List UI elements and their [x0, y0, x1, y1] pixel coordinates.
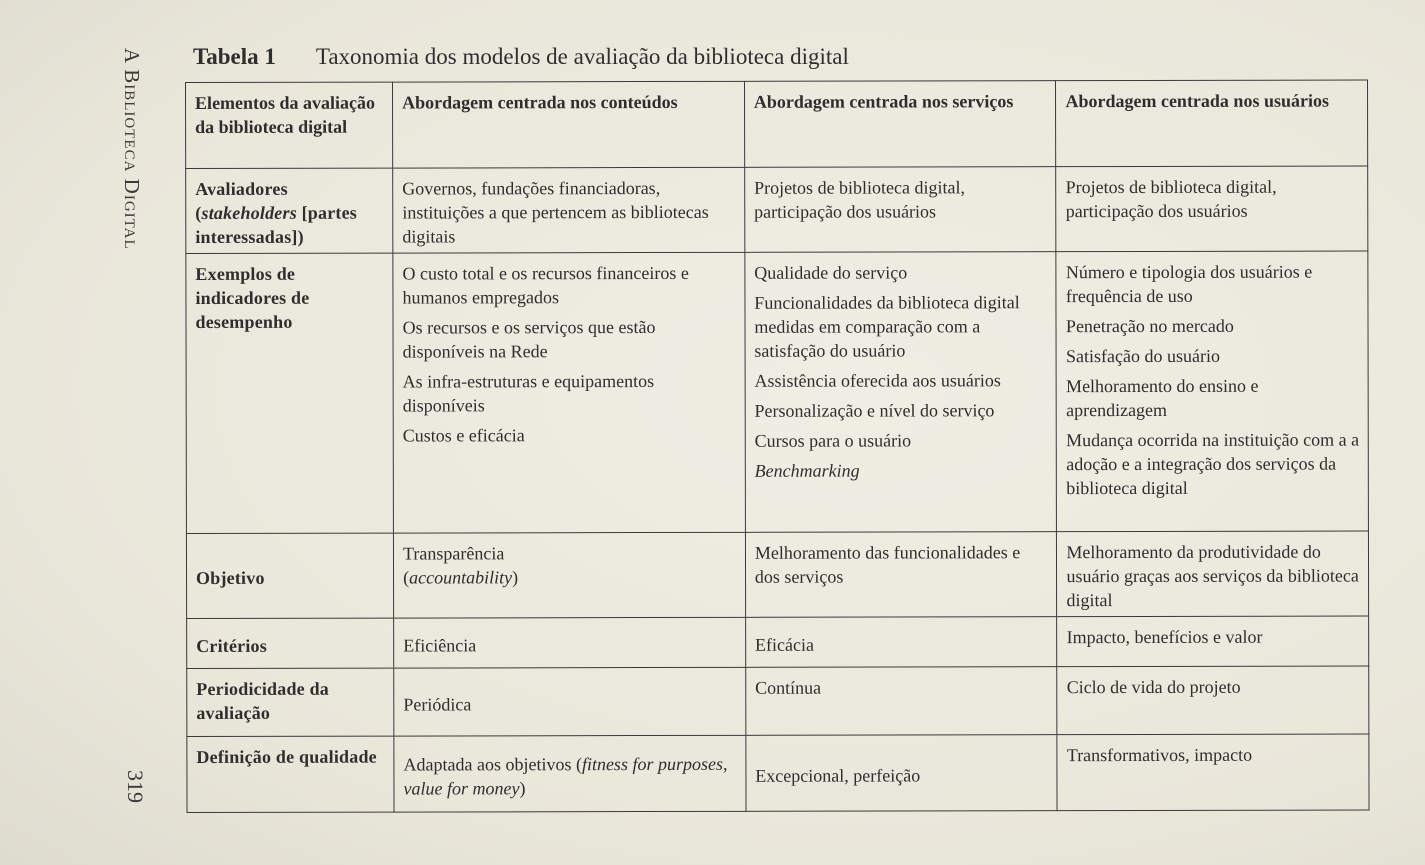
- qualidade-conteudos-main: Adaptada aos objetivos (: [403, 753, 582, 775]
- table-label: Tabela 1: [193, 44, 276, 69]
- objetivo-conteudos-italic: accountability: [409, 567, 513, 588]
- list-item: Funcionalidades da biblioteca digital medidas em comparação com a satisfação do usuário: [754, 292, 1020, 361]
- header-usuarios: Abordagem centrada nos usuários: [1056, 80, 1368, 167]
- avaliadores-label-rest: [partes interessadas]): [195, 202, 357, 247]
- table-row-periodicidade: [187, 666, 1369, 736]
- row-label-criterios: Critérios: [187, 618, 394, 668]
- cell-objetivo-usuarios: Melhoramento da produtividade do usuário graças aos serviços da biblioteca digital: [1057, 531, 1369, 617]
- list-item: Qualidade do serviço: [754, 262, 908, 283]
- list-item: Custos e eficácia: [402, 425, 525, 446]
- cell-periodicidade-usuarios: Ciclo de vida do projeto: [1057, 666, 1369, 735]
- list-item: Os recursos e os serviços que estão disponíveis na Rede: [402, 317, 656, 362]
- list-item: Penetração no mercado: [1065, 315, 1234, 337]
- row-label-avaliadores: [186, 168, 393, 253]
- cell-periodicidade-conteudos: Periódica: [394, 667, 746, 736]
- cell-criterios-usuarios: Impacto, benefícios e valor: [1057, 616, 1369, 667]
- taxonomy-table: [185, 80, 1370, 813]
- header-conteudos: Abordagem centrada nos conteúdos: [393, 81, 745, 168]
- cell-indicadores-usuarios: [1056, 251, 1368, 532]
- avaliadores-label-open: (: [195, 202, 202, 223]
- table-caption: [193, 44, 849, 70]
- avaliadores-label-italic: stakeholders: [201, 202, 297, 223]
- table-title: Taxonomia dos modelos de avaliação da biblioteca digital: [315, 44, 849, 69]
- row-label-indicadores: Exemplos de indicadores de desempenho: [186, 253, 394, 533]
- cell-avaliadores-servicos: Projetos de biblioteca digital, participação dos usuários: [745, 167, 1057, 253]
- avaliadores-label-main: Avaliadores: [195, 178, 288, 199]
- list-item: Cursos para o usuário: [754, 430, 912, 451]
- header-servicos: Abordagem centrada nos serviços: [744, 81, 1056, 168]
- cell-avaliadores-usuarios: Projetos de biblioteca digital, participação dos usuários: [1056, 166, 1368, 252]
- page-number: [122, 770, 152, 820]
- page-number-text: 319: [123, 770, 148, 803]
- cell-indicadores-conteudos: [393, 252, 745, 533]
- row-label-qualidade: Definição de qualidade: [187, 736, 394, 812]
- running-head-text: A Biblioteca Digital: [120, 48, 144, 250]
- running-head: [118, 48, 148, 298]
- table-row-criterios: [187, 616, 1369, 668]
- cell-avaliadores-conteudos: Governos, fundações financiadoras, instituições a que pertencem as bibliotecas digitais: [393, 167, 745, 253]
- cell-periodicidade-servicos: Contínua: [746, 667, 1058, 736]
- table-row-indicadores: [186, 251, 1369, 533]
- table-row-qualidade: [187, 734, 1369, 812]
- cell-objetivo-servicos: Melhoramento das funcionalidades e dos serviços: [745, 532, 1057, 618]
- row-label-objetivo: Objetivo: [186, 533, 393, 618]
- qualidade-conteudos-italic: fitness for purposes, value for money: [403, 753, 728, 799]
- list-item: Assistência oferecida aos usuários: [754, 370, 1001, 391]
- list-item: Melhoramento do ensino e aprendizagem: [1066, 375, 1259, 421]
- cell-criterios-conteudos: Eficiência: [394, 617, 746, 668]
- header-elementos: Elementos da avaliação da biblioteca digital: [186, 82, 393, 168]
- list-item: Personalização e nível do serviço: [754, 400, 995, 421]
- list-item: As infra-estruturas e equipamentos disponíveis: [402, 371, 655, 416]
- qualidade-conteudos-close: ): [519, 777, 526, 798]
- cell-criterios-servicos: Eficácia: [745, 617, 1057, 668]
- cell-objetivo-conteudos: Transparência (accountability): [393, 532, 745, 618]
- table-row-avaliadores: [186, 166, 1368, 253]
- table-row-objetivo: [186, 531, 1368, 618]
- list-item: Mudança ocorrida na instituição com a a adoção e a integração dos serviços da biblioteca digital: [1066, 429, 1360, 499]
- list-item: Número e tipologia dos usuários e frequência de uso: [1065, 261, 1313, 307]
- row-label-periodicidade: Periodicidade da avaliação: [187, 668, 394, 736]
- cell-indicadores-servicos: [745, 252, 1057, 533]
- list-item: Satisfação do usuário: [1065, 345, 1220, 367]
- table-header-row: [186, 80, 1368, 168]
- cell-qualidade-servicos: Excepcional, perfeição: [746, 735, 1058, 812]
- list-item: Benchmarking: [754, 460, 860, 481]
- cell-qualidade-usuarios: Transformativos, impacto: [1057, 734, 1369, 811]
- objetivo-conteudos-main: Transparência: [403, 543, 505, 564]
- list-item: O custo total e os recursos financeiros e humanos empregados: [402, 262, 689, 308]
- cell-qualidade-conteudos: [394, 735, 746, 812]
